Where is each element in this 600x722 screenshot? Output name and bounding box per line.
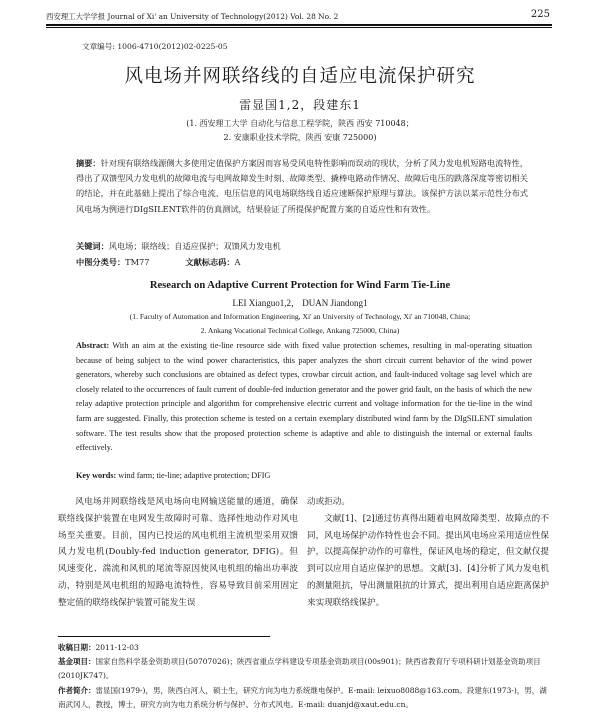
affiliation-line: (1. Faculty of Automation and Information Engineering, Xi' an University of Technology, Xi' an 710048, China; (129, 312, 471, 321)
body-right-column (307, 494, 549, 612)
title-english: Research on Adaptive Current Protection for Wind Farm Tie-Line (149, 280, 451, 291)
footnote-rule (58, 636, 270, 637)
running-header: 西安理工大学学报 Journal of Xi' an University of Technology(2012) Vol. 28 No. 2 (46, 12, 339, 21)
affiliation-line: 2. 安康职业技术学院，陕西 安康 725000) (223, 133, 377, 142)
keywords-english (76, 471, 532, 480)
footnote-received: 收稿日期：2011-12-03 (58, 643, 139, 652)
abstract-english (76, 339, 532, 456)
affiliations-chinese (0, 117, 600, 145)
abstract-label: 摘要： (76, 158, 101, 168)
affiliation-line: (1. 西安理工大学 自动化与信息工程学院，陕西 西安 710048； (186, 119, 414, 128)
header-rule-thin (46, 27, 552, 28)
keywords-chinese (76, 241, 528, 252)
keywords-text: wind farm; tie-line; adaptive protection; DFIG (118, 471, 271, 480)
affiliations-english (0, 310, 600, 338)
clc-label: 中图分类号： (76, 257, 126, 267)
article-number: 文章编号: 1006-4710(2012)02-0225-05 (82, 42, 228, 51)
title-chinese: 风电场并网联络线的自适应电流保护研究 (124, 66, 476, 87)
keywords-label: Key words: (76, 471, 117, 480)
doc-code-label: 文献标志码： (185, 257, 235, 267)
keywords-text: 风电场；联络线；自适应保护；双馈风力发电机 (108, 241, 281, 251)
authors-english: LEI Xianguo1,2， DUAN Jiandong1 (232, 298, 368, 308)
doc-code-value: A (234, 257, 241, 267)
footnotes (58, 641, 552, 712)
footnote-funding: 基金项目：国家自然科学基金资助项目(50707026)；陕西省重点学科建设专项基金资助项目(00s901)；陕西省教育厅专项科研计划基金资助项目(2010JK747)。 (58, 657, 541, 681)
footnote-authors: 作者简介：雷显国(1979-)，男，陕西白河人，硕士生，研究方向为电力系统继电保护。E-mail: leixuo8088@163.com。段建东(1973-)，男，湖南武冈人，教授，博士，研究方向为电力系统分析与保护、分布式风电。E-mail: duanjd@xaut.edu.cn。 (58, 685, 547, 709)
paragraph-continuation: 动或拒动。 (307, 497, 350, 507)
abstract-chinese (76, 156, 528, 217)
body-left-column: 风电场并网联络线是风电场向电网输送能量的通道，确保联络线保护装置在电网发生故障时可靠、选择性地动作对风电场至关重要。目前，国内已投运的风电机组主流机型采用双馈风力发电机(Doubly-fed induction generator, DFIG)。但风速变化、湍流和风机的尾流等原因使风电机组的输出功率波动，特别是风电机组的短路电流特性，容易导致目前采用固定整定值的联络线保护装置可能发生误 (58, 497, 298, 608)
abstract-label: Abstract: (76, 341, 110, 350)
paragraph: 文献[1]、[2]通过仿真得出随着电网故障类型、故障点的不同，风电场保护动作特性也会不同。提出风电场应采用适应性保护，以提高保护动作的可靠性，保证风电场的稳定，但文献仅提到可以应用自适应保护的思想。文献[3]、[4]分析了风力发电机的测量阻抗，导出测量阻抗的计算式，提出利用自适应距离保护来实现联络线保护。 (307, 513, 549, 608)
page-number: 225 (530, 9, 550, 20)
abstract-text: 针对现有联络线源侧大多使用定值保护方案因而容易受风电特性影响而误动的现状，分析了风力发电机短路电流特性，得出了双馈型风力发电机的故障电流与电网故障发生时刻、故障类型、撬棒电路动作情况、故障后电压的跌落深度等密切相关的结论，并在此基础上提出了综合电流、电压信息的风电场联络线自适应速断保护原理与算法。该保护方法以某示范性分布式风电场为例进行DIgSILENT软件的仿真测试，结果验证了所提保护配置方案的自适应性和有效性。 (76, 158, 528, 214)
header-rule-thick (46, 24, 552, 26)
classification (76, 257, 240, 268)
clc-value: TM77 (125, 257, 150, 267)
authors-chinese: 雷显国1,2，段建东1 (239, 98, 361, 112)
abstract-text: With an aim at the existing tie-line resource side with fixed value protection schemes, resulting in mal-operating situation because of being subject to the wind power characteristics, this paper analyzes the short circuit current behavior of the wind power generators, whereby such conclusions are obtained as defect types, crowbar circuit action, and fault-induced voltage sag level which are closely related to the occurrences of fault current of double-fed induction generator and the power grid fault, on the basis of which the new relay adaptive protection principle and algorithm for comprehensive electric current and voltage information for the tie-line in the wind farm are suggested. Finally, this protection scheme is tested on a certain exemplary distributed wind farm by the DIgSILENT simulation software. The test results show that the proposed protection scheme is adaptive and able to distinguish the internal or external faults effectively. (76, 341, 532, 453)
keywords-label: 关键词： (76, 241, 109, 251)
affiliation-line: 2. Ankang Vocational Technical College, Ankang 725000, China) (200, 326, 400, 335)
